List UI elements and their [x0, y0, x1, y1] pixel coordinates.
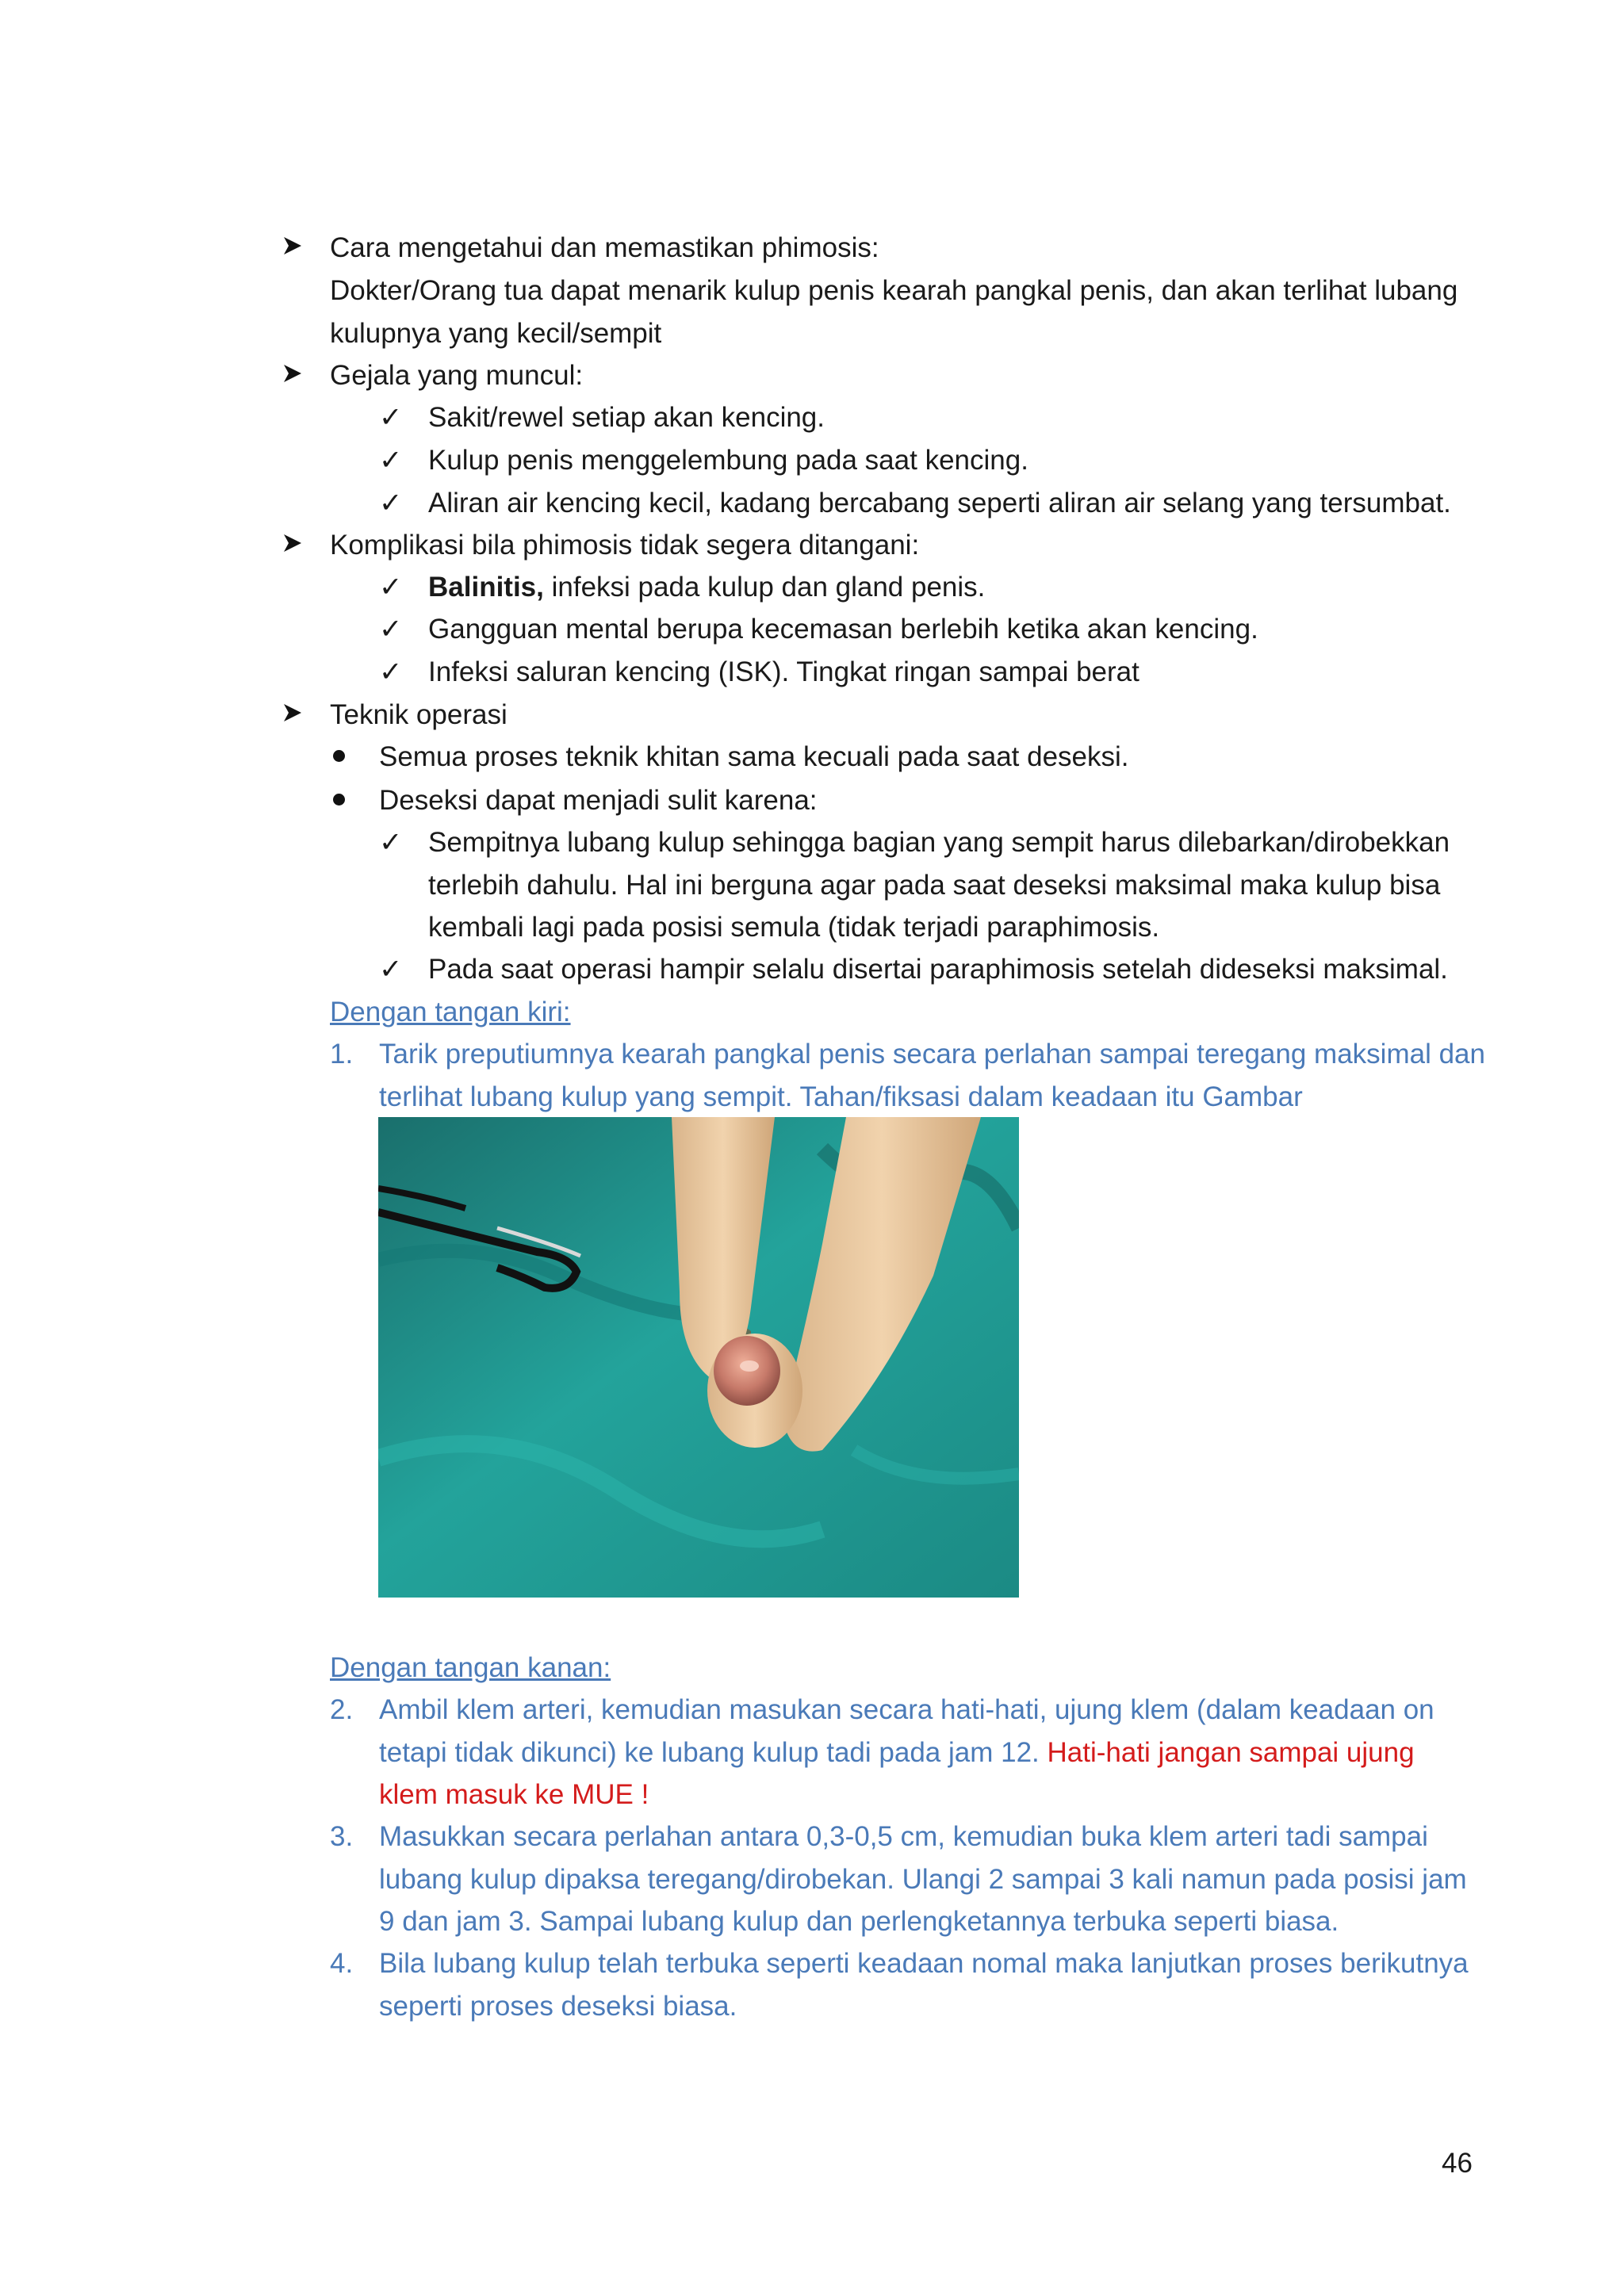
warning-text: klem masuk ke MUE ! — [379, 1779, 649, 1810]
step-text-line: Tarik preputiumnya kearah pangkal penis secara perlahan sampai teregang maksimal dan — [379, 1039, 1485, 1070]
arrowhead-bullet-icon — [282, 363, 303, 384]
warning-text: Hati-hati jangan sampai ujung — [1047, 1737, 1415, 1768]
paragraph-line: kulupnya yang kecil/sempit — [330, 318, 662, 349]
subheading-right-hand: Dengan tangan kanan: — [330, 1652, 611, 1683]
step-text-line — [379, 1732, 1415, 1774]
checkmark-icon: ✓ — [379, 827, 403, 858]
list-item: Sakit/rewel setiap akan kencing. — [428, 402, 825, 433]
step-text-line: lubang kulup dipaksa teregang/dirobekan. Ulangi 2 sampai 3 kali namun pada posisi jam — [379, 1864, 1467, 1895]
bullet-dot-icon — [333, 794, 345, 806]
checkmark-icon: ✓ — [379, 656, 403, 687]
step-text-line: seperti proses deseksi biasa. — [379, 1991, 737, 2022]
checkmark-icon: ✓ — [379, 402, 403, 433]
page-number: 46 — [1442, 2148, 1473, 2179]
list-item: Aliran air kencing kecil, kadang bercabang seperti aliran air selang yang tersumbat. — [428, 488, 1451, 519]
step-text-line: terlihat lubang kulup yang sempit. Tahan/fiksasi dalam keadaan itu Gambar — [379, 1081, 1303, 1112]
arrowhead-bullet-icon — [282, 533, 303, 553]
step-number: 3. — [330, 1821, 354, 1852]
checkmark-icon: ✓ — [379, 572, 403, 603]
list-item: Infeksi saluran kencing (ISK). Tingkat ringan sampai berat — [428, 656, 1139, 687]
checkmark-icon: ✓ — [379, 445, 403, 476]
list-item — [428, 566, 985, 608]
step-text-blue: tetapi tidak dikunci) ke lubang kulup tadi pada jam 12. — [379, 1737, 1040, 1768]
list-item: Gangguan mental berupa kecemasan berlebih ketika akan kencing. — [428, 614, 1258, 645]
arrowhead-bullet-icon — [282, 702, 303, 723]
list-item: Kulup penis menggelembung pada saat kencing. — [428, 445, 1028, 476]
section-heading-phimosis-check: Cara mengetahui dan memastikan phimosis: — [330, 232, 879, 263]
list-item-line: Sempitnya lubang kulup sehingga bagian yang sempit harus dilebarkan/dirobekkan — [428, 827, 1450, 858]
term-balinitis: Balinitis, — [428, 572, 544, 603]
checkmark-icon: ✓ — [379, 614, 403, 645]
step-number: 1. — [330, 1039, 354, 1070]
section-heading-complications: Komplikasi bila phimosis tidak segera ditangani: — [330, 530, 920, 561]
step-number: 2. — [330, 1694, 354, 1725]
section-heading-symptoms: Gejala yang muncul: — [330, 360, 584, 391]
subheading-left-hand: Dengan tangan kiri: — [330, 997, 571, 1027]
arrowhead-bullet-icon — [282, 235, 303, 256]
checkmark-icon: ✓ — [379, 954, 403, 985]
step-text-line: Ambil klem arteri, kemudian masukan secara hati-hati, ujung klem (dalam keadaan on — [379, 1694, 1434, 1725]
list-item: Deseksi dapat menjadi sulit karena: — [379, 785, 818, 816]
step-number: 4. — [330, 1948, 354, 1979]
paragraph-line: Dokter/Orang tua dapat menarik kulup penis kearah pangkal penis, dan akan terlihat lubang — [330, 275, 1458, 306]
step-text-line: Masukkan secara perlahan antara 0,3-0,5 cm, kemudian buka klem arteri tadi sampai — [379, 1821, 1428, 1852]
bullet-dot-icon — [333, 750, 345, 762]
term-description: infeksi pada kulup dan gland penis. — [543, 572, 986, 603]
step-text-line: 9 dan jam 3. Sampai lubang kulup dan perlengketannya terbuka seperti biasa. — [379, 1906, 1339, 1937]
section-heading-technique: Teknik operasi — [330, 699, 508, 730]
list-item: Pada saat operasi hampir selalu disertai paraphimosis setelah dideseksi maksimal. — [428, 954, 1448, 985]
list-item: Semua proses teknik khitan sama kecuali pada saat deseksi. — [379, 741, 1129, 772]
surgical-photo-illustration — [378, 1117, 1019, 1598]
surgical-photo — [378, 1117, 1019, 1598]
list-item-line: terlebih dahulu. Hal ini berguna agar pada saat deseksi maksimal maka kulup bisa — [428, 870, 1441, 901]
checkmark-icon: ✓ — [379, 488, 403, 519]
step-text-line: Bila lubang kulup telah terbuka seperti keadaan nomal maka lanjutkan proses berikutnya — [379, 1948, 1469, 1979]
list-item-line: kembali lagi pada posisi semula (tidak terjadi paraphimosis. — [428, 912, 1160, 943]
